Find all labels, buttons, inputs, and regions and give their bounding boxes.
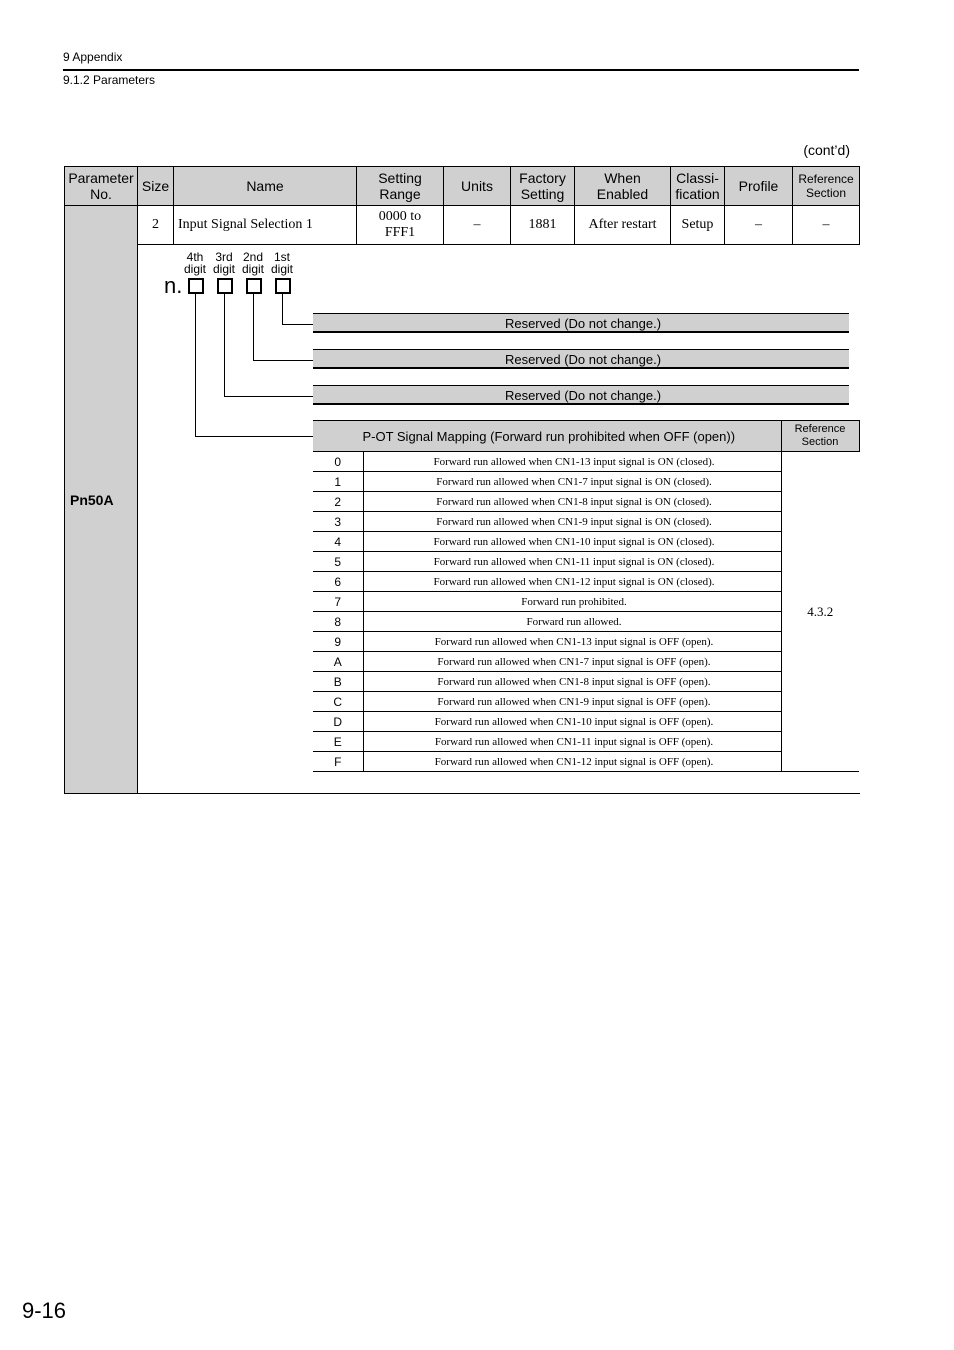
col-header-when-enabled: When Enabled [575,167,671,206]
setting-description: Forward run allowed when CN1-11 input signal is ON (closed). [363,552,781,572]
reserved-3rd-digit: Reserved (Do not change.) [313,385,849,404]
setting-code: 4 [313,532,363,552]
table-row [313,752,859,772]
leader-line-3rd-h [224,396,313,397]
setting-description: Forward run allowed when CN1-8 input signal is OFF (open). [363,672,781,692]
col-header-size: Size [138,167,174,206]
header-subsection: 9.1.2 Parameters [63,73,156,87]
digit-box-2nd [246,278,262,294]
param-profile: – [725,206,793,245]
digit-diagram [138,245,859,793]
col-header-name: Name [174,167,357,206]
digit-box-1st [275,278,291,294]
setting-code: E [313,732,363,752]
table-row [313,572,859,592]
setting-code: D [313,712,363,732]
param-size: 2 [138,206,174,245]
table-row [65,206,860,245]
parameter-table [64,166,860,794]
setting-description: Forward run allowed when CN1-10 input signal is OFF (open). [363,712,781,732]
leader-line-2nd [253,294,254,360]
reserved-1st-digit: Reserved (Do not change.) [313,313,849,332]
table-row [313,532,859,552]
param-name: Input Signal Selection 1 [174,206,357,245]
table-row [313,692,859,712]
setting-description: Forward run allowed when CN1-12 input signal is ON (closed). [363,572,781,592]
digit-box-4th [188,278,204,294]
col-header-setting-range: Setting Range [357,167,444,206]
table-row [313,552,859,572]
setting-description: Forward run allowed when CN1-13 input signal is OFF (open). [363,632,781,652]
setting-code: 3 [313,512,363,532]
param-reference: – [793,206,860,245]
pot-reference-header: Reference Section [781,421,859,452]
reserved-2nd-digit: Reserved (Do not change.) [313,349,849,368]
setting-code: 9 [313,632,363,652]
table-row [313,672,859,692]
setting-description: Forward run allowed when CN1-10 input signal is ON (closed). [363,532,781,552]
setting-description: Forward run allowed when CN1-13 input signal is ON (closed). [363,452,781,472]
leader-line-2nd-h [253,360,313,361]
col-header-param-no: Parameter No. [65,167,138,206]
reserved-1st-underline [313,332,849,333]
setting-code: 5 [313,552,363,572]
setting-code: A [313,652,363,672]
leader-line-3rd [224,294,225,396]
setting-code: 0 [313,452,363,472]
pot-mapping-title: P-OT Signal Mapping (Forward run prohibited when OFF (open)) [313,421,781,452]
diagram-row [65,245,860,794]
param-units: – [444,206,511,245]
col-header-profile: Profile [725,167,793,206]
setting-description: Forward run allowed. [363,612,781,632]
setting-code: 6 [313,572,363,592]
digit-label-1st: 1st digit [270,250,293,276]
pot-mapping-table [313,420,860,772]
reserved-3rd-underline [313,404,849,405]
col-header-reference: Reference Section [793,167,860,206]
leader-line-1st [282,294,283,324]
pot-mapping-header [313,421,859,452]
digit-label-3rd: 3rd digit [212,250,235,276]
parameter-prefix: n. [164,273,183,298]
page-number: 9-16 [22,1298,67,1323]
setting-description: Forward run allowed when CN1-7 input signal is ON (closed). [363,472,781,492]
leader-line-4th [195,294,196,436]
table-row [313,712,859,732]
header-rule [63,69,859,71]
setting-code: 1 [313,472,363,492]
leader-line-4th-h [195,436,313,437]
setting-description: Forward run allowed when CN1-9 input signal is OFF (open). [363,692,781,712]
table-row [313,612,859,632]
setting-description: Forward run prohibited. [363,592,781,612]
table-row [313,452,859,472]
param-when-enabled: After restart [575,206,671,245]
digit-box-3rd [217,278,233,294]
setting-description: Forward run allowed when CN1-9 input signal is ON (closed). [363,512,781,532]
digit-label-4th: 4th digit [183,250,206,276]
setting-code: 2 [313,492,363,512]
digit-diagram-cell [138,245,860,794]
table-row [313,592,859,612]
param-classification: Setup [671,206,725,245]
reference-section-value: 4.3.2 [781,452,859,772]
table-row [313,492,859,512]
setting-code: C [313,692,363,712]
table-row [313,732,859,752]
table-row [313,632,859,652]
setting-description: Forward run allowed when CN1-8 input signal is ON (closed). [363,492,781,512]
setting-code: B [313,672,363,692]
reserved-2nd-underline [313,368,849,369]
continued-note: (cont’d) [803,142,850,158]
setting-description: Forward run allowed when CN1-11 input signal is OFF (open). [363,732,781,752]
param-setting-range: 0000 to FFF1 [357,206,444,245]
setting-code: F [313,752,363,772]
col-header-classification: Classi- fication [671,167,725,206]
table-header-row [65,167,860,206]
table-row [313,512,859,532]
setting-description: Forward run allowed when CN1-7 input signal is OFF (open). [363,652,781,672]
digit-label-2nd: 2nd digit [241,250,264,276]
param-number: Pn50A [65,206,138,794]
param-factory-setting: 1881 [511,206,575,245]
col-header-factory-setting: Factory Setting [511,167,575,206]
leader-line-1st-h [282,324,313,325]
table-row [313,652,859,672]
table-row [313,472,859,492]
col-header-units: Units [444,167,511,206]
setting-code: 8 [313,612,363,632]
header-section: 9 Appendix [63,50,123,64]
setting-description: Forward run allowed when CN1-12 input signal is OFF (open). [363,752,781,772]
setting-code: 7 [313,592,363,612]
